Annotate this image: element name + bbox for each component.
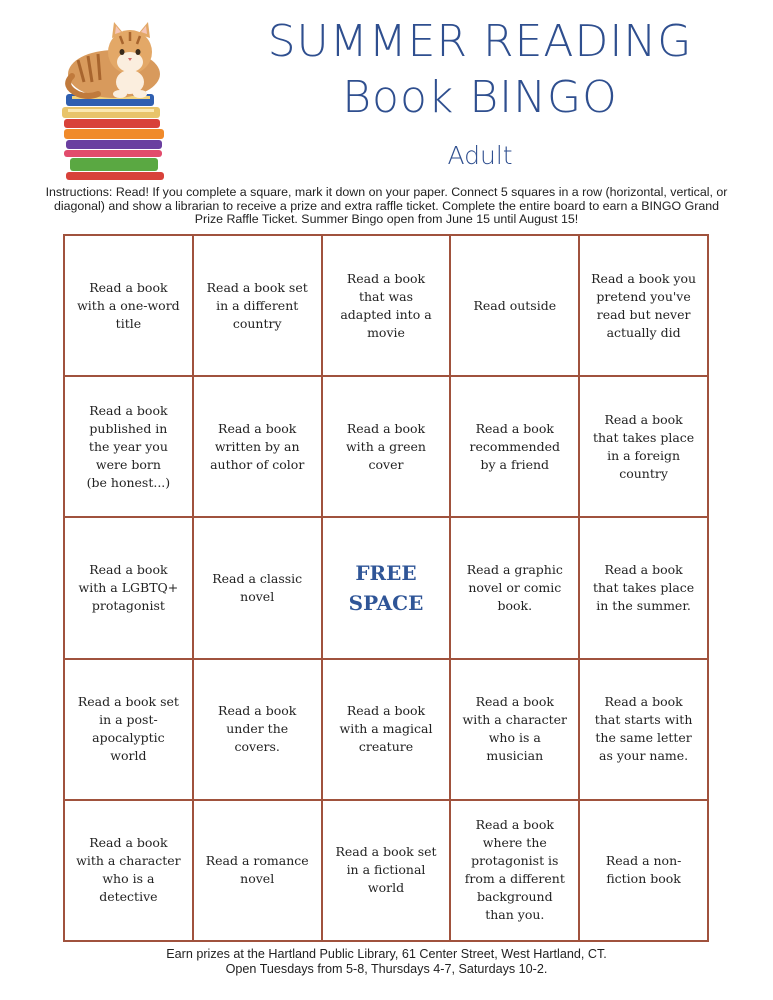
library-info-footer (40, 947, 733, 977)
age-level-label: Adult (447, 141, 513, 170)
bingo-square-label: Read a book that was adapted into a movie (340, 270, 432, 340)
bingo-square-label: Read a book that takes place in the summer. (592, 561, 695, 613)
bingo-square-label: Read a book written by an author of color (210, 420, 305, 472)
bingo-square-label: Read a non- fiction book (605, 853, 682, 887)
bingo-square-label: Read a romance novel (205, 853, 309, 887)
bingo-square[interactable] (450, 376, 579, 517)
bingo-square-label: Read a book with a character who is a detective (76, 835, 181, 905)
bingo-board (63, 234, 709, 942)
title-line-1: SUMMER READING (267, 16, 693, 67)
bingo-square[interactable] (579, 800, 708, 941)
title-line-2: Book BINGO (342, 72, 618, 123)
bingo-square-label: Read a book with a character who is a musician (462, 694, 568, 764)
bingo-square-label: Read a book with a green cover (345, 420, 426, 472)
bingo-square[interactable] (64, 376, 193, 517)
bingo-square[interactable] (193, 235, 322, 376)
bingo-square-label: Read a book that starts with the same letter as your name. (594, 694, 693, 764)
bingo-square[interactable] (579, 376, 708, 517)
bingo-square[interactable] (450, 659, 579, 800)
bingo-square[interactable] (64, 659, 193, 800)
bingo-square-label: Read a book recommended by a friend (469, 420, 561, 472)
bingo-square-label: Read a graphic novel or comic book. (466, 561, 563, 613)
instructions-text: Instructions: Read! If you complete a square, mark it down on your paper. Connect 5 squares in a row (horizontal, vertical, or diagonal) and show a librarian to receive a prize and extra raffle ticket. Complete the entire board to earn a BINGO Grand Prize Raffle Ticket. Summer Bingo open from June 15 until August 15! (45, 185, 728, 227)
bingo-square[interactable] (64, 800, 193, 941)
bingo-square-label: Read outside (473, 297, 557, 313)
bingo-square[interactable] (322, 659, 451, 800)
bingo-square[interactable] (450, 517, 579, 658)
footer-hours: Open Tuesdays from 5-8, Thursdays 4-7, Saturdays 10-2. (225, 962, 548, 976)
bingo-square[interactable] (64, 235, 193, 376)
bingo-square-label: Read a book with a LGBTQ+ protagonist (78, 561, 179, 613)
bingo-square-label: Read a book where the protagonist is from a different background than you. (464, 817, 565, 923)
bingo-square[interactable] (450, 235, 579, 376)
cat-on-book-stack-icon (58, 20, 170, 182)
bingo-square[interactable] (579, 659, 708, 800)
bingo-square-label: Read a book set in a different country (206, 279, 308, 331)
bingo-square[interactable] (193, 800, 322, 941)
bingo-square[interactable] (64, 517, 193, 658)
bingo-square[interactable] (193, 659, 322, 800)
bingo-square[interactable] (579, 517, 708, 658)
bingo-square[interactable] (450, 800, 579, 941)
bingo-square-label: Read a book under the covers. (218, 703, 297, 755)
bingo-square[interactable] (193, 517, 322, 658)
footer-address: Earn prizes at the Hartland Public Library, 61 Center Street, West Hartland, CT. (166, 947, 607, 961)
bingo-square-label: Read a book that takes place in a foreign country (592, 411, 695, 481)
bingo-square-label: Read a book published in the year you were born (be honest...) (86, 402, 171, 490)
bingo-square[interactable] (322, 800, 451, 941)
bingo-square[interactable] (322, 235, 451, 376)
bingo-square-label: Read a book you pretend you've read but never actually did (591, 270, 697, 340)
bingo-square-label: Read a book set in a post- apocalyptic world (77, 694, 179, 764)
bingo-square[interactable] (322, 376, 451, 517)
bingo-square-label: Read a book with a one-word title (77, 279, 180, 331)
bingo-square[interactable] (193, 376, 322, 517)
free-space-square[interactable] (322, 517, 451, 658)
bingo-square-label: Read a book set in a fictional world (335, 844, 437, 896)
bingo-square-label: Read a classic novel (212, 570, 303, 604)
free-space-label: FREE SPACE (348, 560, 424, 615)
bingo-square-label: Read a book with a magical creature (339, 703, 433, 755)
bingo-square[interactable] (579, 235, 708, 376)
